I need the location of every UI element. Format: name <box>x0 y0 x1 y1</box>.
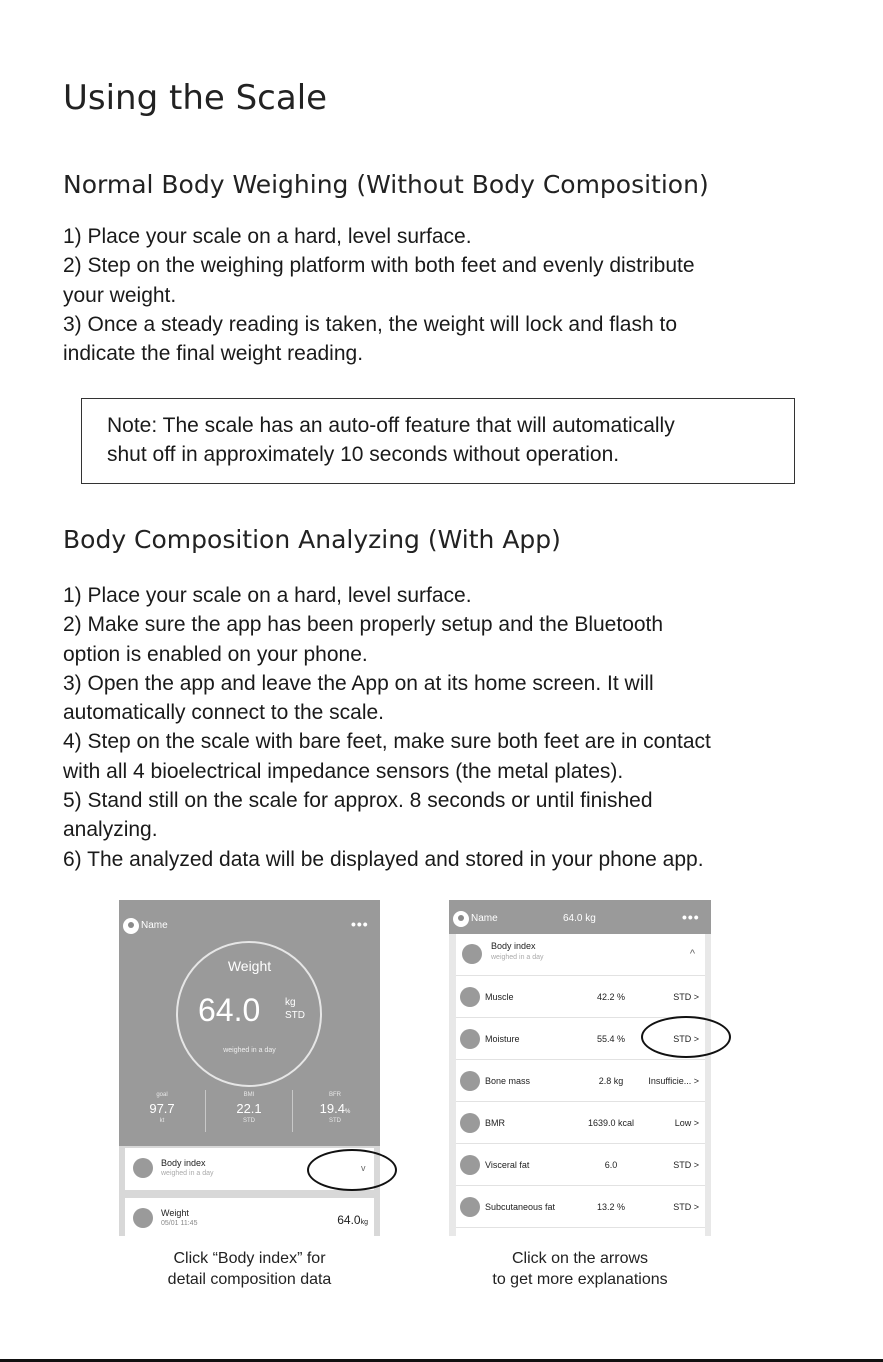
metric-status-link[interactable]: STD > <box>673 1160 699 1170</box>
weight-icon <box>133 1208 153 1228</box>
metric-status-link[interactable]: STD > <box>673 992 699 1002</box>
stat-unit: % <box>344 1109 351 1115</box>
metric-value: 13.2 % <box>596 1202 626 1212</box>
caption-line: Click on the arrows <box>511 1250 649 1267</box>
highlight-circle <box>307 1149 397 1191</box>
caption-line: to get more explanations <box>492 1271 668 1288</box>
metric-status-link[interactable]: STD > <box>673 1202 699 1212</box>
stat-label: BFR <box>329 1092 341 1098</box>
instruction-line: 6) The analyzed data will be displayed and stored in your phone app. <box>63 847 704 871</box>
instruction-line: 3) Open the app and leave the App on at its home screen. It will <box>63 671 654 695</box>
weight-unit-block <box>285 996 305 1022</box>
body-index-title: Body index <box>161 1158 206 1168</box>
body-index-list <box>456 934 705 1236</box>
moisture-icon <box>460 1029 480 1049</box>
bmr-icon <box>460 1113 480 1133</box>
stat-goal <box>122 1092 202 1124</box>
stat-bfr <box>295 1092 375 1124</box>
app-header-bar <box>449 900 711 934</box>
header-weight: 64.0 kg <box>563 913 596 924</box>
page-title: Using the Scale <box>63 78 328 118</box>
metric-value: 55.4 % <box>596 1034 626 1044</box>
metric-status-link[interactable]: Insufficie... > <box>648 1076 699 1086</box>
gauge-title: Weight <box>227 958 272 974</box>
list-item-visceral-fat[interactable] <box>456 1144 705 1186</box>
chevron-down-icon[interactable]: v <box>361 1163 366 1173</box>
right-caption <box>449 1248 711 1290</box>
instruction-line: 1) Place your scale on a hard, level surface. <box>63 584 472 607</box>
weight-record-value-line <box>337 1213 368 1227</box>
metric-value: 2.8 kg <box>598 1076 624 1086</box>
weight-record-card[interactable] <box>125 1198 374 1236</box>
divider <box>205 1090 206 1132</box>
instruction-line: indicate the final weight reading. <box>63 342 364 366</box>
instruction-line: 2) Make sure the app has been properly setup and the Bluetooth <box>63 613 664 637</box>
metric-name: Visceral fat <box>485 1160 530 1170</box>
bone-icon <box>460 1071 480 1091</box>
divider <box>292 1090 293 1132</box>
list-item-muscle[interactable] <box>456 976 705 1018</box>
instruction-line: 5) Stand still on the scale for approx. 8 seconds or until finished <box>63 789 653 813</box>
metric-name: Subcutaneous fat <box>485 1202 556 1212</box>
weight-record-time: 05/01 11:45 <box>161 1220 198 1227</box>
instruction-line: 1) Place your scale on a hard, level surface. <box>63 225 472 248</box>
stat-value: 97.7 <box>149 1101 175 1116</box>
weight-value: 64.0 <box>198 992 261 1028</box>
weight-header-panel <box>119 900 380 1146</box>
body-index-subtitle: weighed in a day <box>161 1170 214 1177</box>
note-line: Note: The scale has an auto-off feature that will automatically <box>107 414 675 437</box>
stat-value: 19.4 <box>319 1101 345 1116</box>
metric-value: 1639.0 kcal <box>587 1118 635 1128</box>
instruction-line: 3) Once a steady reading is taken, the weight will lock and flash to <box>63 312 678 336</box>
caption-line: Click “Body index” for <box>173 1250 326 1267</box>
caption-line: detail composition data <box>167 1271 332 1288</box>
stat-sub: STD <box>329 1118 341 1124</box>
instruction-line: with all 4 bioelectrical impedance sensors (the metal plates). <box>63 759 624 783</box>
list-item-subcutaneous-fat[interactable] <box>456 1186 705 1228</box>
muscle-icon <box>460 987 480 1007</box>
instruction-line: option is enabled on your phone. <box>63 642 368 666</box>
chevron-up-icon[interactable]: ^ <box>689 948 695 960</box>
metric-name: Muscle <box>485 992 514 1002</box>
section2-heading: Body Composition Analyzing (With App) <box>63 525 561 554</box>
stat-value-line <box>295 1101 375 1116</box>
stat-bmi <box>209 1092 289 1124</box>
stat-value: 22.1 <box>236 1101 262 1116</box>
instruction-line: 2) Step on the weighing platform with both feet and evenly distribute <box>63 254 695 278</box>
weight-record-unit: kg <box>360 1219 368 1226</box>
list-item-bone-mass[interactable] <box>456 1060 705 1102</box>
metric-value: 6.0 <box>604 1160 618 1170</box>
stat-sub: kt <box>159 1118 165 1124</box>
list-item-bmr[interactable] <box>456 1102 705 1144</box>
metric-name: Bone mass <box>485 1076 531 1086</box>
body-index-icon <box>133 1158 153 1178</box>
weight-record-value: 64.0 <box>337 1213 361 1227</box>
body-index-subtitle: weighed in a day <box>491 954 544 961</box>
metric-status-link[interactable]: Low > <box>674 1118 699 1128</box>
note-box <box>81 398 795 484</box>
instruction-line: your weight. <box>63 283 177 307</box>
stat-label: goal <box>156 1092 168 1098</box>
metric-value: 42.2 % <box>596 992 626 1002</box>
section1-heading: Normal Body Weighing (Without Body Composition) <box>63 170 709 199</box>
instruction-line: automatically connect to the scale. <box>63 701 385 725</box>
body-index-screenshot <box>449 900 711 1236</box>
visceral-fat-icon <box>460 1155 480 1175</box>
section1-instructions <box>63 222 833 368</box>
metric-name: BMR <box>485 1118 505 1128</box>
user-name[interactable]: Name <box>141 920 168 931</box>
highlight-circle <box>641 1016 731 1058</box>
metric-status-link[interactable]: STD > <box>673 1034 699 1044</box>
metric-name: Moisture <box>485 1034 520 1044</box>
left-caption <box>119 1248 380 1290</box>
weight-status: STD <box>285 1010 305 1021</box>
more-menu-icon[interactable]: ••• <box>351 916 369 932</box>
weight-record-title: Weight <box>161 1208 189 1218</box>
subcutaneous-fat-icon <box>460 1197 480 1217</box>
note-line: shut off in approximately 10 seconds without operation. <box>107 443 620 466</box>
more-menu-icon[interactable]: ••• <box>682 909 700 925</box>
stat-sub: STD <box>243 1118 255 1124</box>
body-index-icon <box>462 944 482 964</box>
body-index-title: Body index <box>491 941 536 951</box>
instruction-line: 4) Step on the scale with bare feet, make sure both feet are in contact <box>63 730 711 754</box>
section2-instructions <box>63 581 833 874</box>
avatar-icon[interactable] <box>123 918 139 934</box>
avatar-icon[interactable] <box>453 911 469 927</box>
stat-label: BMI <box>243 1092 255 1098</box>
gauge-subtitle: weighed in a day <box>223 1047 276 1054</box>
weight-unit: kg <box>285 997 296 1008</box>
user-name[interactable]: Name <box>471 913 498 924</box>
body-index-header[interactable] <box>456 934 705 976</box>
instruction-line: analyzing. <box>63 818 158 842</box>
